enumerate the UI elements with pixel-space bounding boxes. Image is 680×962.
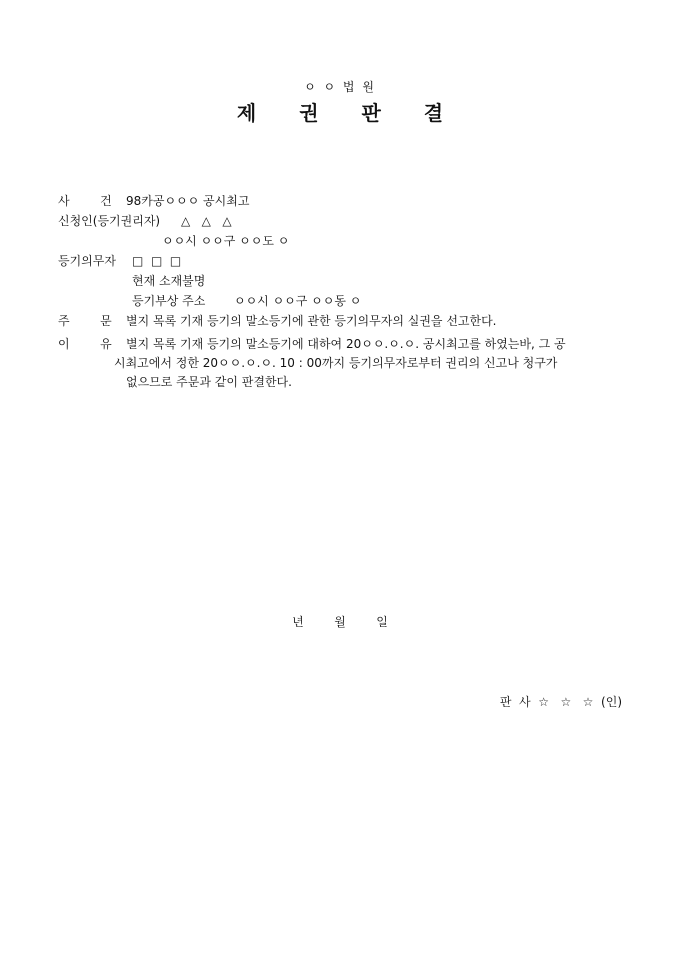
obligor-status: 현재 소재불명 [132,274,206,288]
applicant-name: △ △ △ [181,214,232,228]
document-title: 제 권 판 결 [236,101,462,125]
reason-text [114,335,622,392]
obligor-registry-address: ㅇㅇ시 ㅇㅇ구 ㅇㅇ동 ㅇ [234,294,362,308]
order-label: 주 문 [58,314,112,328]
applicant-label: 신청인(등기권리자) [58,214,161,228]
obligor-label: 등기의무자 [58,254,116,268]
reason-line: 별지 목록 기재 등기의 말소등기에 대하여 20ㅇㅇ.ㅇ.ㅇ. 공시최고를 하였는바, 그 공 [126,337,566,351]
reason-label: 이 유 [58,337,112,351]
obligor-registry-address-label: 등기부상 주소 [132,294,206,308]
judgment-date: 년 월 일 [292,615,388,629]
court-name: ㅇ ㅇ 법 원 [304,80,376,94]
reason-line: 시최고에서 정한 20ㅇㅇ.ㅇ.ㅇ. 10 : 00까지 등기의무자로부터 권리의 신고나 청구가 [114,356,558,370]
case-number: 98카공ㅇㅇㅇ 공시최고 [126,194,250,208]
case-label: 사 건 [58,194,112,208]
order-text: 별지 목록 기재 등기의 말소등기에 관한 등기의무자의 실권을 선고한다. [126,314,497,328]
obligor-name: □ □ □ [132,254,182,268]
applicant-address: ㅇㅇ시 ㅇㅇ구 ㅇㅇ도 ㅇ [162,234,290,248]
judge-signature: 판 사 ☆ ☆ ☆ (인) [499,695,622,709]
reason-line: 없으므로 주문과 같이 판결한다. [126,375,292,389]
